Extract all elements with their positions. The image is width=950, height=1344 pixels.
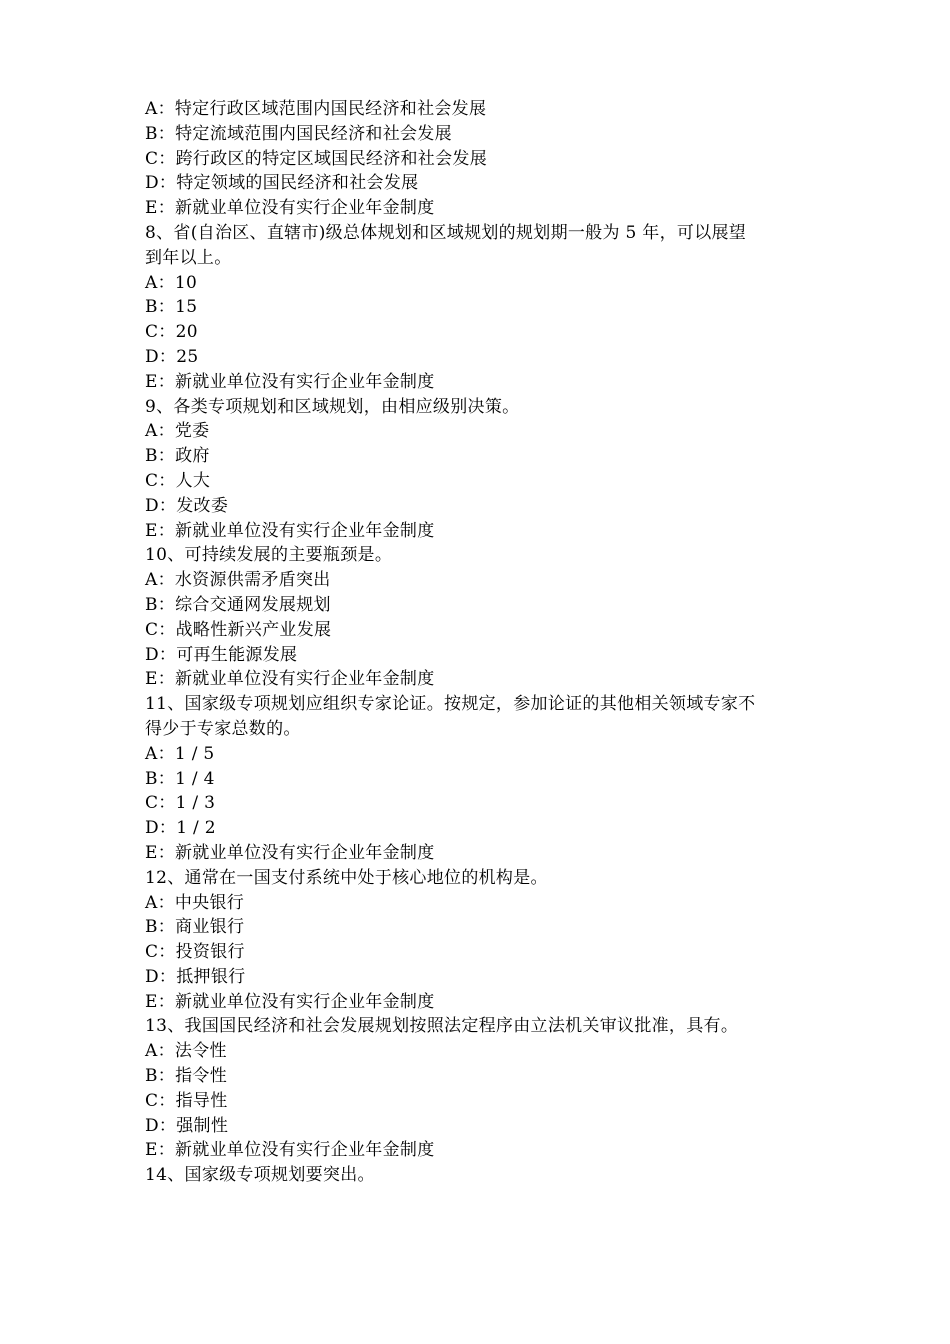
option-a: A：法令性 (145, 1041, 227, 1062)
option-b: B：15 (145, 297, 198, 318)
option-a: A：特定行政区域范围内国民经济和社会发展 (145, 99, 487, 119)
option-a: A：党委 (145, 421, 210, 442)
option-a: A：水资源供需矛盾突出 (145, 570, 331, 591)
option-b: B：商业银行 (145, 917, 245, 938)
option-d: D：特定领域的国民经济和社会发展 (145, 173, 419, 194)
option-b: B：1 / 4 (145, 768, 215, 789)
question-13: 13、我国国民经济和社会发展规划按照法定程序由立法机关审议批准，具有。 (145, 1016, 739, 1037)
question-11-line-2: 得少于专家总数的。 (145, 718, 301, 739)
question-14: 14、国家级专项规划要突出。 (145, 1165, 375, 1186)
option-b: B：政府 (145, 446, 210, 467)
option-a: A：中央银行 (145, 892, 245, 913)
option-c: C：投资银行 (145, 942, 245, 963)
option-e: E：新就业单位没有实行企业年金制度 (145, 198, 435, 219)
question-8-line-2: 到年以上。 (145, 247, 232, 268)
option-e: E：新就业单位没有实行企业年金制度 (145, 991, 435, 1012)
option-c: C：跨行政区的特定区域国民经济和社会发展 (145, 148, 488, 169)
question-9: 9、各类专项规划和区域规划，由相应级别决策。 (145, 396, 520, 417)
option-c: C：战略性新兴产业发展 (145, 619, 332, 640)
option-e: E：新就业单位没有实行企业年金制度 (145, 371, 435, 392)
question-12: 12、通常在一国支付系统中处于核心地位的机构是。 (145, 867, 548, 888)
option-b: B：指令性 (145, 1066, 227, 1087)
question-8-line-1: 8、省(自治区、直辖市)级总体规划和区域规划的规划期一般为 5 年，可以展望 (145, 222, 747, 243)
option-d: D：1 / 2 (145, 818, 216, 839)
option-d: D：25 (145, 346, 199, 367)
question-10: 10、可持续发展的主要瓶颈是。 (145, 545, 393, 566)
option-c: C：20 (145, 322, 198, 343)
option-c: C：1 / 3 (145, 793, 216, 814)
question-11 (145, 692, 815, 742)
option-e: E：新就业单位没有实行企业年金制度 (145, 520, 435, 541)
option-e: E：新就业单位没有实行企业年金制度 (145, 842, 435, 863)
option-d: D：可再生能源发展 (145, 644, 298, 665)
option-e: E：新就业单位没有实行企业年金制度 (145, 1140, 435, 1161)
option-d: D：抵押银行 (145, 966, 246, 987)
option-d: D：强制性 (145, 1115, 229, 1136)
question-8 (145, 221, 815, 271)
option-c: C：人大 (145, 470, 211, 491)
option-a: A：1 / 5 (145, 743, 215, 764)
option-a: A：10 (145, 272, 198, 293)
question-11-line-1: 11、国家级专项规划应组织专家论证。按规定，参加论证的其他相关领域专家不 (145, 694, 756, 715)
option-b: B：综合交通网发展规划 (145, 594, 331, 615)
option-b: B：特定流域范围内国民经济和社会发展 (145, 123, 452, 144)
document-page (145, 97, 815, 1188)
option-e: E：新就业单位没有实行企业年金制度 (145, 669, 435, 690)
option-d: D：发改委 (145, 495, 229, 516)
option-c: C：指导性 (145, 1090, 228, 1111)
